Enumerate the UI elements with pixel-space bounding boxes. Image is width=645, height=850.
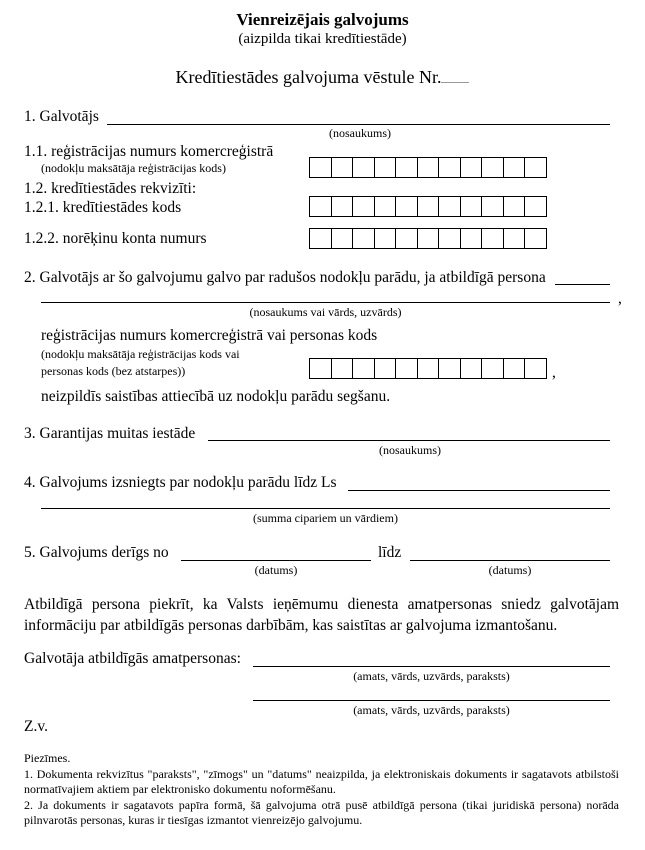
letter-number-row: [0, 66, 645, 88]
valid-to-label: līdz: [378, 544, 402, 561]
amount-words-field[interactable]: [41, 508, 610, 509]
guarantor-caption: (nosaukums): [329, 126, 391, 140]
responsible-person-label: 2. Galvotājs ar šo galvojumu galvo par radušos nodokļu parādu, ja atbildīgā persona: [24, 269, 546, 286]
guarantor-label: 1. Galvotājs: [24, 108, 99, 125]
account-number-boxes[interactable]: [309, 228, 547, 249]
valid-from-caption: (datums): [254, 563, 298, 577]
person-code-sublabel-2: personas kods (bez atstarpes)): [41, 364, 186, 378]
officials-label: Galvotāja atbildīgās amatpersonas:: [24, 650, 241, 667]
note-item-1: 1. Dokumenta rekvizītus "paraksts", "zīmogs" un "datums" neaizpilda, ja elektroniskais dokuments ir sagatavots atbilstoši normatīvajiem aktiem par elektronisko dokumentu noformēšanu.: [24, 766, 619, 796]
account-number-label: 1.2.2. norēķinu konta numurs: [24, 230, 207, 247]
note-item-2: 2. Ja dokuments ir sagatavots papīra formā, šā galvojuma otrā pusē atbildīgā persona (tikai juridiskā persona) norāda pilnvarotās personas, kuras ir tiesīgas izmantot vienreizējo galvojumu.: [24, 797, 619, 827]
comma: ,: [618, 290, 622, 307]
responsible-person-caption: (nosaukums vai vārds, uzvārds): [249, 305, 402, 319]
notes-section: [24, 751, 619, 829]
valid-to-field[interactable]: [410, 560, 610, 561]
customs-office-caption: (nosaukums): [379, 443, 441, 457]
comma: ,: [552, 364, 556, 381]
obligation-text: neizpildīs saistības attiecībā uz nodokļu parādu segšanu.: [41, 388, 391, 405]
customs-office-field[interactable]: [208, 440, 610, 441]
official-2-field[interactable]: [253, 700, 610, 701]
letter-number-field[interactable]: [441, 66, 469, 83]
reg-number-label: 1.1. reģistrācijas numurs komercreģistrā: [24, 143, 274, 160]
reg-number-sublabel: (nodokļu maksātāja reģistrācijas kods): [41, 161, 226, 175]
valid-from-label: 5. Galvojums derīgs no: [24, 544, 169, 561]
responsible-person-name-field[interactable]: [41, 302, 610, 303]
stamp-label: Z.v.: [24, 718, 48, 735]
official-1-caption: (amats, vārds, uzvārds, paraksts): [353, 669, 510, 683]
amount-caption: (summa cipariem un vārdiem): [253, 511, 398, 525]
notes-heading: Piezīmes.: [24, 751, 71, 765]
consent-paragraph: Atbildīgā persona piekrīt, ka Valsts ieņēmumu dienesta amatpersonas sniedz galvotājam informāciju par atbildīgās personas darbībām, kas saistītas ar galvojuma izmantošanu.: [24, 596, 619, 634]
valid-to-caption: (datums): [488, 563, 532, 577]
responsible-person-field-start[interactable]: [555, 284, 610, 285]
form-subtitle: (aizpilda tikai kredītiestāde): [238, 31, 407, 47]
form-title: Vienreizējais galvojums: [236, 10, 409, 29]
guarantor-name-field[interactable]: [107, 124, 610, 125]
official-2-caption: (amats, vārds, uzvārds, paraksts): [353, 703, 510, 717]
amount-field[interactable]: [348, 490, 610, 491]
bank-code-boxes[interactable]: [309, 196, 547, 217]
person-code-label: reģistrācijas numurs komercreģistrā vai personas kods: [41, 327, 378, 344]
bank-code-label: 1.2.1. kredītiestādes kods: [24, 199, 182, 216]
reg-number-boxes[interactable]: [309, 157, 547, 178]
letter-number-label: Kredītiestādes galvojuma vēstule Nr.: [175, 67, 442, 87]
bank-requisites-label: 1.2. kredītiestādes rekvizīti:: [24, 180, 197, 197]
official-1-field[interactable]: [253, 666, 610, 667]
valid-from-field[interactable]: [181, 560, 371, 561]
amount-label: 4. Galvojums izsniegts par nodokļu parādu līdz Ls: [24, 474, 337, 491]
person-code-boxes[interactable]: [309, 358, 547, 379]
person-code-sublabel-1: (nodokļu maksātāja reģistrācijas kods vai: [41, 347, 240, 361]
customs-office-label: 3. Garantijas muitas iestāde: [24, 425, 196, 442]
